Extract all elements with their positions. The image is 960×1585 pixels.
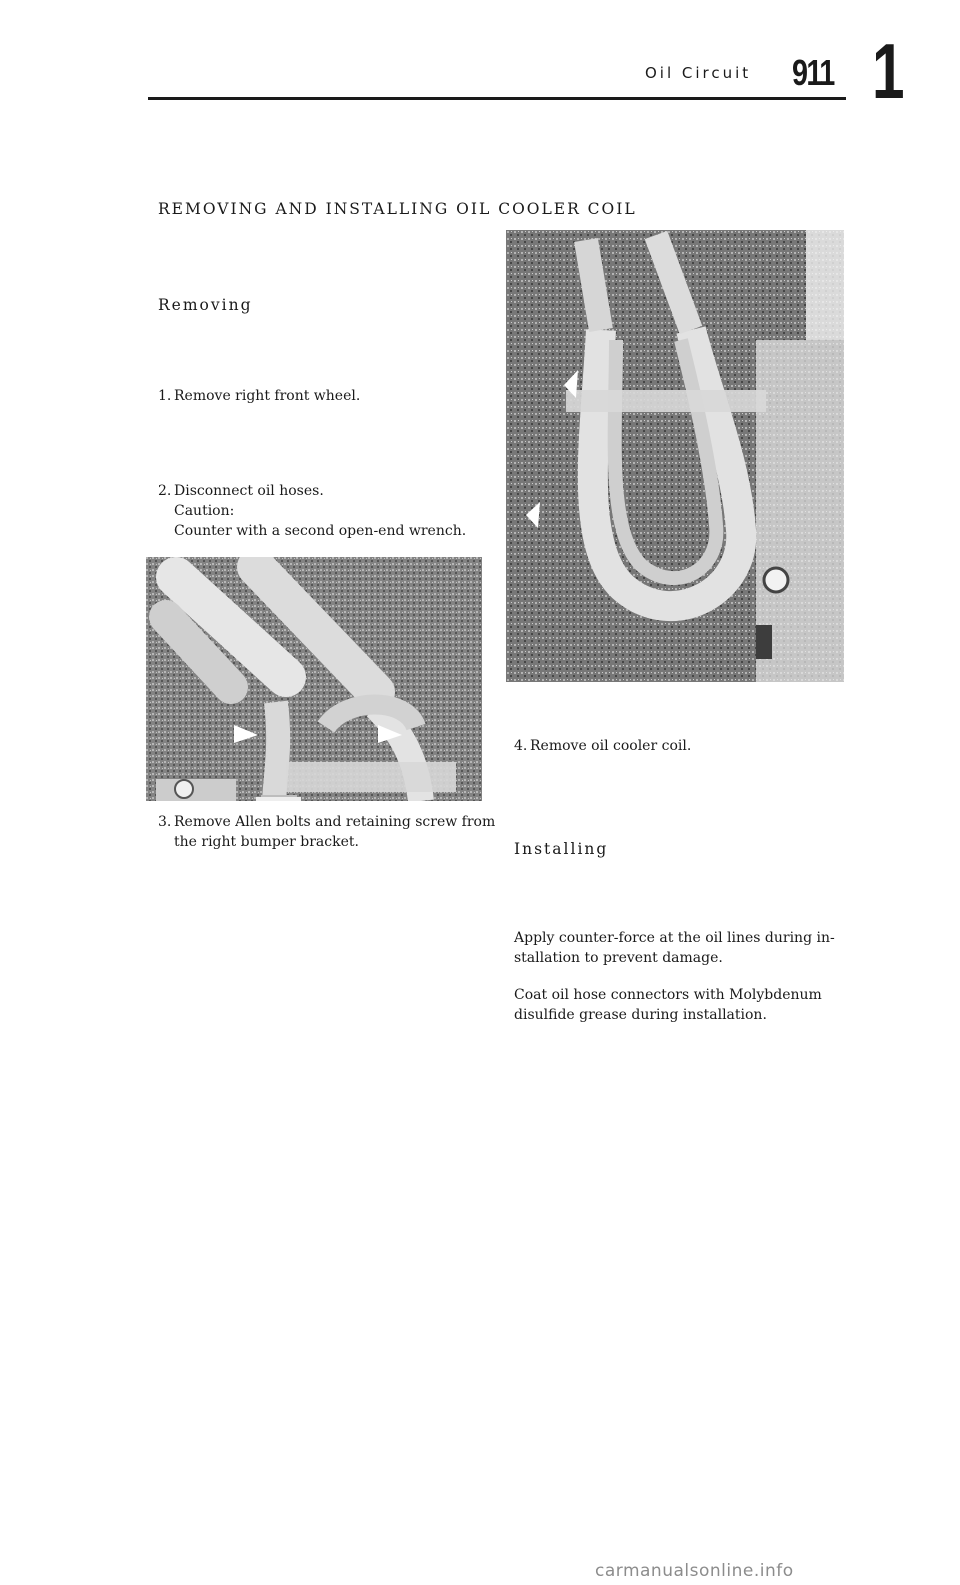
footer-watermark: carmanualsonline.info [595, 1561, 794, 1581]
header-rule [148, 97, 846, 100]
step-number: 1. [158, 388, 172, 404]
header-section-title: Oil Circuit [645, 64, 752, 82]
page-title: REMOVING AND INSTALLING OIL COOLER COIL [158, 200, 637, 218]
step-number: 4. [514, 738, 528, 754]
step-text: Remove Allen bolts and retaining screw from [174, 814, 496, 830]
step-caution-text: Counter with a second open-end wrench. [174, 523, 467, 539]
paragraph-line: Coat oil hose connectors with Molybdenum [514, 987, 822, 1003]
step-text: Remove oil cooler coil. [530, 738, 692, 754]
installing-paragraph-1 [514, 928, 835, 968]
paragraph-line: disulfide grease during installation. [514, 1007, 767, 1023]
paragraph-line: Apply counter-force at the oil lines during in- [514, 930, 835, 946]
step-text: Remove right front wheel. [174, 388, 361, 404]
step-2 [158, 481, 467, 539]
step-caution-label: Caution: [174, 503, 235, 519]
photo-oil-hose-connections [146, 557, 482, 801]
installing-paragraph-2 [514, 985, 822, 1025]
step-4 [514, 736, 692, 756]
installing-heading: Installing [514, 840, 609, 858]
step-number: 3. [158, 814, 172, 830]
paragraph-line: stallation to prevent damage. [514, 950, 723, 966]
step-3 [158, 812, 496, 850]
header-model-number: 911 [792, 52, 834, 93]
header-chapter-number: 1 [872, 27, 905, 115]
removing-heading: Removing [158, 296, 253, 314]
step-text: the right bumper bracket. [174, 834, 359, 850]
step-number: 2. [158, 483, 172, 499]
step-1 [158, 386, 361, 406]
photo-oil-cooler-coil [506, 230, 844, 682]
step-text: Disconnect oil hoses. [174, 483, 324, 499]
